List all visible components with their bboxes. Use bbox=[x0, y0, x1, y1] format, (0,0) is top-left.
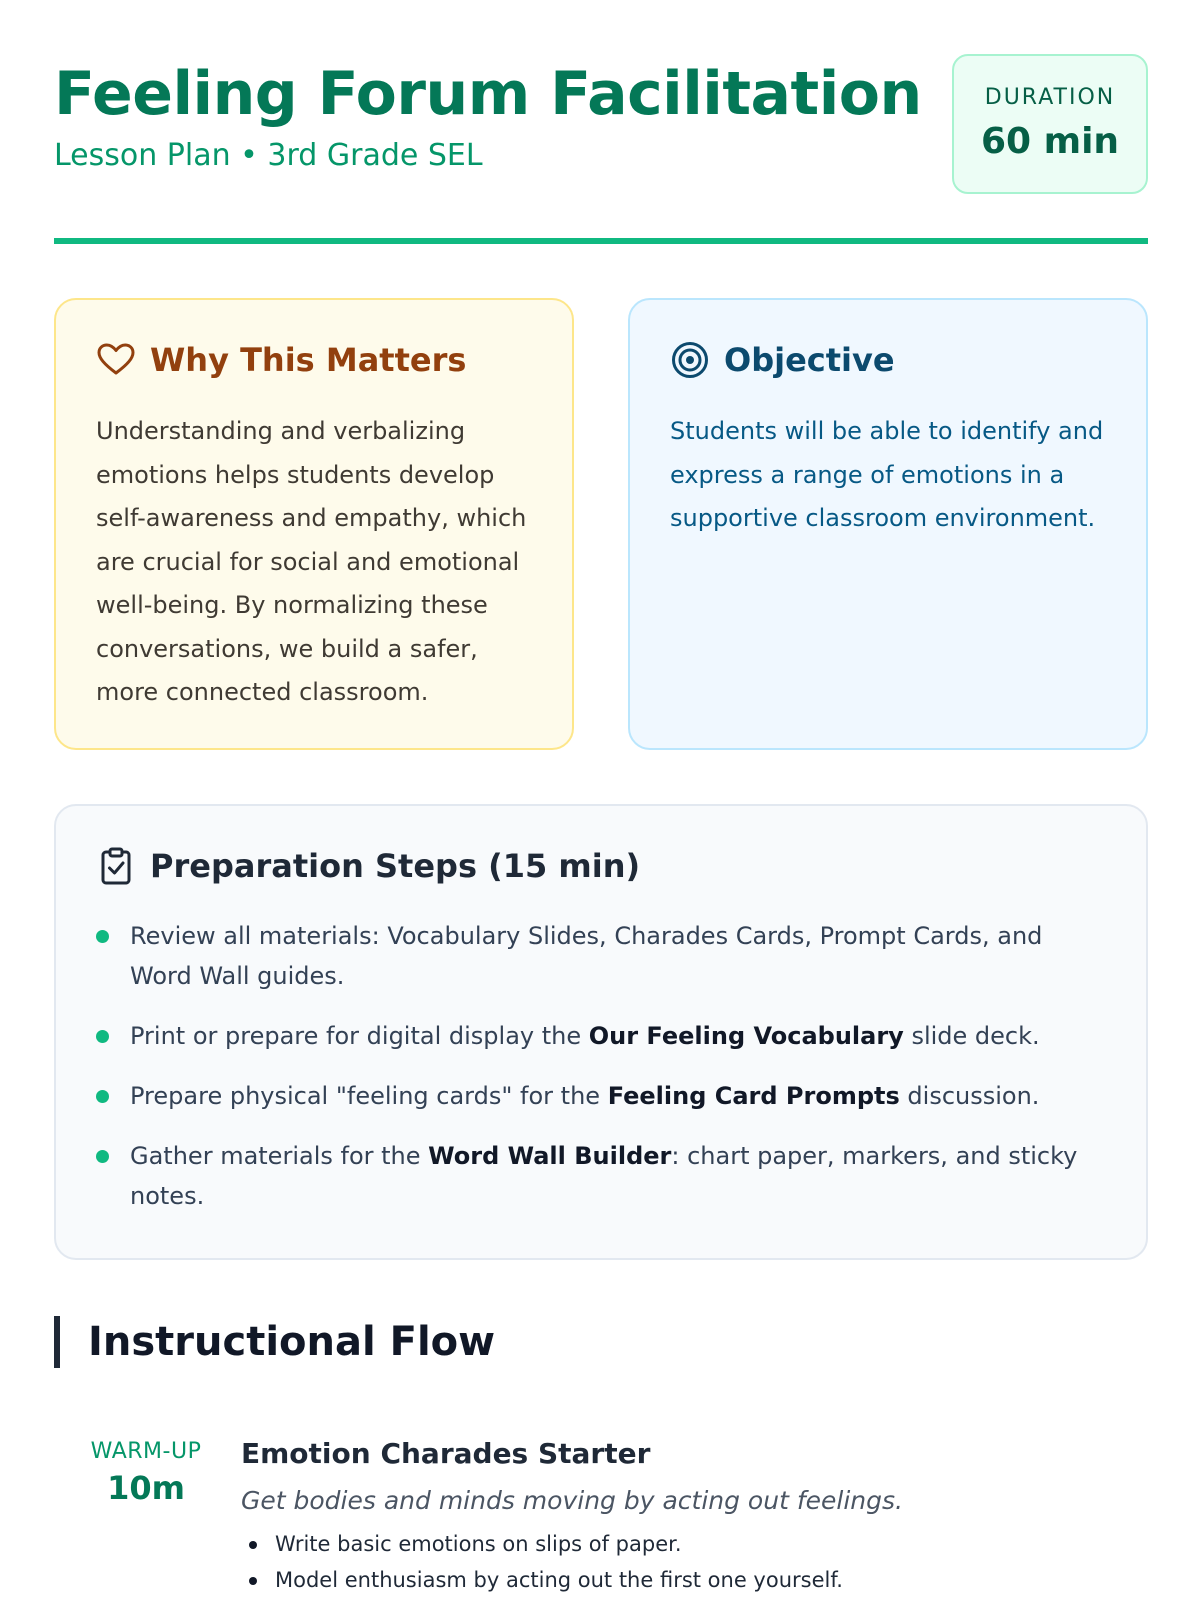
why-card-header bbox=[96, 340, 466, 380]
duration-value: 60 min bbox=[980, 121, 1120, 162]
prep-step-text: Prepare physical "feeling cards" for the bbox=[130, 1082, 608, 1110]
phase-time: 10m bbox=[107, 1469, 185, 1507]
heart-icon bbox=[96, 340, 136, 380]
why-card-body: Understanding and verbalizing emotions helps students develop self-awareness and empathy, which are crucial for social and emotional well-being. By normalizing these conversations, we build a safer, more connected classroom. bbox=[96, 417, 527, 706]
phase-step-text: Write basic emotions on slips of paper. bbox=[275, 1532, 682, 1556]
flow-phase-warm-up bbox=[54, 1432, 1148, 1600]
page-subtitle: Lesson Plan • 3rd Grade SEL bbox=[54, 138, 483, 173]
section-accent-bar bbox=[54, 1316, 60, 1368]
header-divider bbox=[54, 238, 1148, 244]
bullet-icon bbox=[249, 1577, 257, 1585]
bullet-icon bbox=[96, 1150, 109, 1163]
why-this-matters-card bbox=[54, 298, 574, 750]
phase-label: WARM-UP bbox=[90, 1439, 202, 1464]
objective-card-body: Students will be able to identify and express a range of emotions in a supportive classroom environment. bbox=[670, 417, 1104, 532]
objective-card bbox=[628, 298, 1148, 750]
header bbox=[54, 54, 1148, 204]
prep-step-bold: Word Wall Builder bbox=[428, 1142, 672, 1170]
prep-card-title: Preparation Steps (15 min) bbox=[150, 847, 641, 885]
bullet-icon bbox=[249, 1541, 257, 1549]
objective-card-header bbox=[670, 340, 895, 380]
prep-card-header bbox=[96, 846, 640, 886]
why-card-title: Why This Matters bbox=[150, 341, 467, 379]
prep-step-bold: Feeling Card Prompts bbox=[607, 1082, 900, 1110]
phase-content bbox=[241, 1432, 1121, 1598]
lesson-plan-page bbox=[54, 0, 1148, 1600]
prep-step-item bbox=[96, 1076, 1096, 1116]
phase-meta bbox=[84, 1438, 208, 1510]
prep-step-text-tail: slide deck. bbox=[903, 1022, 1040, 1050]
preparation-steps-card bbox=[54, 804, 1148, 1260]
instructional-flow-heading: Instructional Flow bbox=[88, 1319, 496, 1365]
prep-step-item bbox=[96, 1136, 1096, 1216]
duration-badge bbox=[952, 54, 1148, 194]
prep-step-bold: Our Feeling Vocabulary bbox=[588, 1022, 904, 1050]
prep-step-text: Print or prepare for digital display the bbox=[130, 1022, 589, 1050]
objective-card-title: Objective bbox=[724, 341, 895, 379]
clipboard-check-icon bbox=[96, 846, 136, 886]
prep-step-text: Review all materials: Vocabulary Slides, Charades Cards, Prompt Cards, and Word Wall guides. bbox=[130, 922, 1043, 990]
phase-steps-list bbox=[241, 1526, 1121, 1598]
prep-step-item bbox=[96, 1016, 1096, 1056]
phase-title: Emotion Charades Starter bbox=[241, 1437, 651, 1470]
phase-description: Get bodies and minds moving by acting out feelings. bbox=[241, 1486, 903, 1515]
phase-step-text: Model enthusiasm by acting out the first one yourself. bbox=[275, 1568, 843, 1592]
phase-step-item bbox=[241, 1562, 1121, 1598]
bullet-icon bbox=[96, 1090, 109, 1103]
prep-step-item bbox=[96, 916, 1096, 996]
prep-step-text-tail: discussion. bbox=[899, 1082, 1040, 1110]
prep-steps-list bbox=[96, 916, 1096, 1236]
prep-step-text-tail: : chart paper, markers, and sticky notes. bbox=[130, 1142, 1078, 1210]
duration-label: DURATION bbox=[984, 85, 1116, 110]
bullet-icon bbox=[96, 1030, 109, 1043]
phase-step-item bbox=[241, 1526, 1121, 1562]
bullet-icon bbox=[96, 930, 109, 943]
target-icon bbox=[670, 340, 710, 380]
page-title: Feeling Forum Facilitation bbox=[54, 59, 922, 129]
prep-step-text: Gather materials for the bbox=[130, 1142, 429, 1170]
